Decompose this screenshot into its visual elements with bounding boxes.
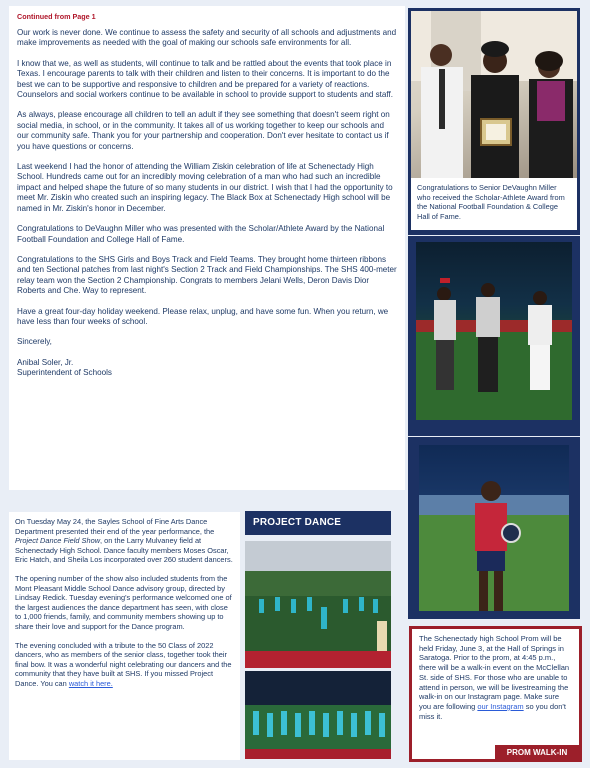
letter-closing: Sincerely,	[17, 337, 52, 347]
dance-text: The evening concluded with a tribute to the 50 Class of 2022 dancers, who as members of the senior class, together took their final bow. It was a wonderful night celebrating our dancers and the community that they have built at SHS. If you missed Project Dance. You can	[15, 640, 232, 688]
award-photo-caption: Congratulations to Senior DeVaughn Miller who received the Scholar-Athlete Award from the National Football Foundation & College Hall of Fame.	[411, 178, 577, 230]
dance-paragraph-3	[15, 641, 234, 689]
relay-team-photo-panel	[408, 236, 580, 436]
athlete-photo	[419, 445, 569, 611]
award-photo-illustration	[411, 11, 577, 178]
dance-show-title: Project Dance Field Show	[15, 536, 101, 546]
relay-team-illustration	[416, 242, 572, 420]
dance-text: On Tuesday May 24, the Sayles School of Fine Arts Dance Department presented their end of the year performance, the	[15, 517, 215, 536]
athlete-photo-panel	[408, 437, 580, 619]
dance-field-photo-1	[245, 541, 391, 668]
continued-label: Continued from Page 1	[17, 12, 96, 21]
letter-paragraph: As always, please encourage all children to tell an adult if they see something that doesn't seem right on social media, in school, or in the community. It takes all of us working together to keep our schools and our community safe. Thank you for your partnership and cooperation. Don't ever hesitate to contact us if you have questions or concerns.	[17, 110, 390, 151]
dance-field-illustration-1	[245, 541, 391, 668]
letter-paragraph: Our work is never done. We continue to assess the safety and security of all schools and adjustments and make improvements as needed with the goal of making our schools safe environments for all.	[17, 28, 397, 48]
letter-paragraph: Congratulations to the SHS Girls and Boys Track and Field Teams. They brought home thirteen ribbons and ten Sectional patches from last night's Section 2 Track and Field Championships. The SHS 400-meter relay team won the Section 2 Championship. Congrats to members Jelani Wells, Deron Davis Dior Roberts and Che. Way to represent.	[17, 254, 397, 296]
letter-paragraph: Congratulations to DeVaughn Miller who was presented with the Scholar/Athlete Award by the National Football Foundation and College Hall of Fame.	[17, 224, 385, 244]
athlete-illustration	[419, 445, 569, 611]
dance-paragraph-2: The opening number of the show also included students from the Mont Pleasant Middle School Dance advisory group, directed by Lindsay Redick. Tuesday evening's performance welcomed one of the largest audiences the dance department has seen, with close to 1,000 friends, family, and community members showing up to share their love and support for the Dance program.	[15, 573, 232, 631]
letter-paragraph: Last weekend I had the honor of attending the William Ziskin celebration of life at Schenectady High School. Hundreds came out for an incredibly moving celebration of a man who had such an incredible impact and helped shape the future of so many students in our district. I wish that I had the opportunity to meet Mr. Ziskin who created such an inspiring legacy. The Black Box at Schenectady High school will be named in Mr. Ziskin's honor in December.	[17, 162, 393, 213]
award-photo	[411, 11, 577, 178]
instagram-link[interactable]: our Instagram	[477, 701, 524, 711]
dance-field-photo-2	[245, 671, 391, 759]
prom-text-a: The Schenectady high School Prom will be held Friday, June 3, at the Hall of Springs in Saratoga. Prior to the prom, at 4:45 p.m., there will be a walk-in event on the McClellan St. side of SHS. For those who are unable to attend in person, we will be livestreaming the walk-in on our Instagram page. Make sure you are following	[419, 634, 570, 711]
dance-text: , on the Larry Mulvaney field at Schenectady High School. Dance faculty members Moses Oscar, Eric Hatch, and Sheila Los incorporated over 260 student dancers.	[15, 536, 233, 565]
letter-paragraph: I know that we, as well as students, will continue to talk and be rattled about the events that took place in Texas. I encourage parents to talk with their children and listen to their concerns. It is important to do the best we can to be supportive and responsive to children and be prepared for a variety of reactions. Counselors and social workers continue to be available in school to provide support to students and staff.	[17, 58, 393, 100]
prom-notice	[409, 626, 582, 762]
signature-title: Superintendent of Schools	[17, 368, 112, 378]
signature-name: Anibal Soler, Jr.	[17, 357, 74, 367]
prom-text	[419, 634, 572, 721]
project-dance-header: PROJECT DANCE	[245, 511, 391, 535]
project-dance-article	[9, 512, 240, 760]
dance-field-illustration-2	[245, 671, 391, 759]
award-photo-panel	[408, 8, 580, 235]
prom-walk-in-label: PROM WALK-IN	[495, 745, 579, 761]
relay-team-photo	[416, 242, 572, 420]
letter-paragraph: Have a great four-day holiday weekend. Please relax, unplug, and have some fun. When you return, we have less than four weeks of school.	[17, 306, 389, 326]
watch-it-here-link[interactable]: watch it here.	[68, 678, 113, 688]
dance-paragraph-1	[15, 517, 234, 565]
superintendent-letter	[9, 6, 405, 490]
prom-text-b: so you don't miss it.	[419, 701, 566, 721]
